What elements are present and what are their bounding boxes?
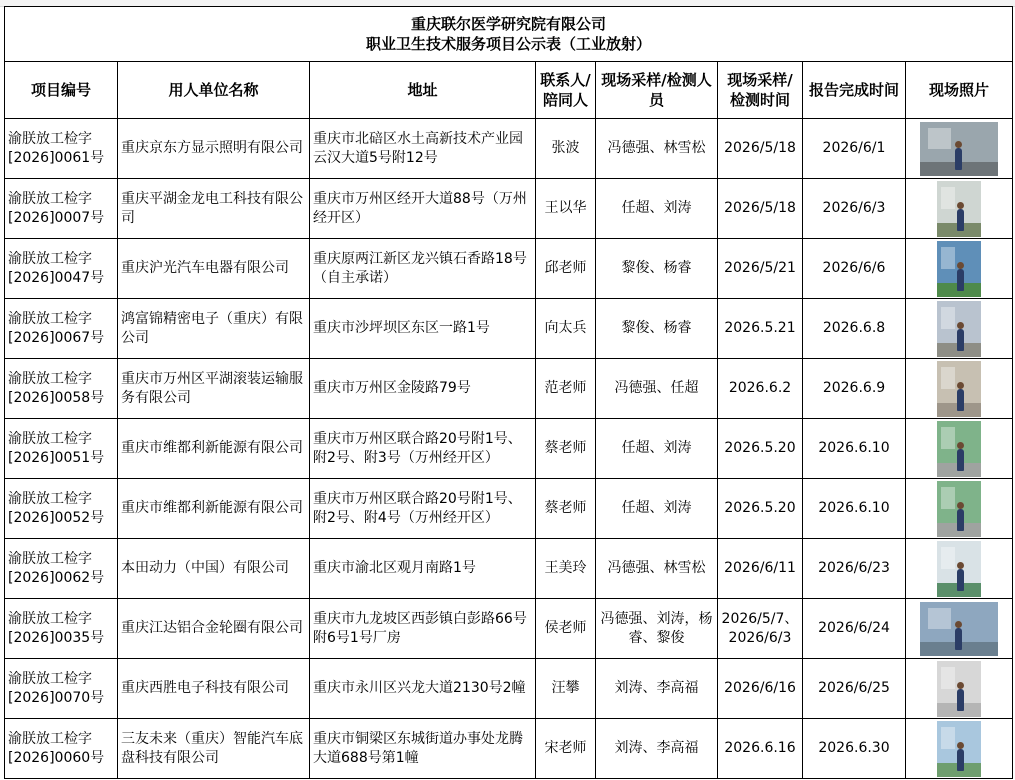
table-row <box>5 539 1013 599</box>
sampling-date: 2026/6/11 <box>718 539 803 599</box>
project-number: 渝朕放工检字[2026]0070号 <box>5 659 118 719</box>
photo-cell <box>906 659 1013 719</box>
report-date: 2026.6.10 <box>803 419 906 479</box>
employer-name: 重庆市维都利新能源有限公司 <box>118 479 310 539</box>
photo-cell <box>906 119 1013 179</box>
contact-person: 王美玲 <box>536 539 596 599</box>
table-row <box>5 419 1013 479</box>
employer-name: 三友未来（重庆）智能汽车底盘科技有限公司 <box>118 719 310 779</box>
announcement-table <box>4 6 1013 779</box>
address: 重庆市万州区联合路20号附1号、附2号、附4号（万州经开区） <box>310 479 536 539</box>
photo-cell <box>906 719 1013 779</box>
table-row <box>5 239 1013 299</box>
project-number: 渝朕放工检字[2026]0007号 <box>5 179 118 239</box>
project-number: 渝朕放工检字[2026]0035号 <box>5 599 118 659</box>
photo-cell <box>906 299 1013 359</box>
contact-person: 向太兵 <box>536 299 596 359</box>
photo-cell <box>906 479 1013 539</box>
sampling-date: 2026/5/18 <box>718 119 803 179</box>
employer-name: 重庆京东方显示照明有限公司 <box>118 119 310 179</box>
sampling-staff: 冯德强、林雪松 <box>596 119 718 179</box>
header-staff: 现场采样/检测人员 <box>596 62 718 119</box>
contact-person: 汪攀 <box>536 659 596 719</box>
table-row <box>5 659 1013 719</box>
photo-cell <box>906 419 1013 479</box>
header-address: 地址 <box>310 62 536 119</box>
photo-cell <box>906 539 1013 599</box>
table-row <box>5 179 1013 239</box>
site-photo[interactable] <box>937 181 981 237</box>
address: 重庆市北碚区水土高新技术产业园云汉大道5号附12号 <box>310 119 536 179</box>
site-photo[interactable] <box>937 721 981 777</box>
address: 重庆市九龙坡区西彭镇白彭路66号附6号1号厂房 <box>310 599 536 659</box>
employer-name: 重庆江达铝合金轮圈有限公司 <box>118 599 310 659</box>
sampling-date: 2026/5/21 <box>718 239 803 299</box>
report-date: 2026.6.9 <box>803 359 906 419</box>
contact-person: 范老师 <box>536 359 596 419</box>
sampling-staff: 刘涛、李高福 <box>596 659 718 719</box>
site-photo[interactable] <box>920 602 998 656</box>
project-number: 渝朕放工检字[2026]0061号 <box>5 119 118 179</box>
sampling-staff: 冯德强、刘涛，杨睿、黎俊 <box>596 599 718 659</box>
contact-person: 侯老师 <box>536 599 596 659</box>
address: 重庆原两江新区龙兴镇石香路18号（自主承诺） <box>310 239 536 299</box>
contact-person: 王以华 <box>536 179 596 239</box>
sampling-staff: 黎俊、杨睿 <box>596 239 718 299</box>
project-number: 渝朕放工检字[2026]0047号 <box>5 239 118 299</box>
employer-name: 重庆沪光汽车电器有限公司 <box>118 239 310 299</box>
project-number: 渝朕放工检字[2026]0067号 <box>5 299 118 359</box>
table-subtitle: 职业卫生技术服务项目公示表（工业放射） <box>366 35 652 53</box>
site-photo[interactable] <box>920 122 998 176</box>
photo-cell <box>906 239 1013 299</box>
site-photo[interactable] <box>937 241 981 297</box>
sampling-staff: 任超、刘涛 <box>596 479 718 539</box>
address: 重庆市万州区经开大道88号（万州经开区） <box>310 179 536 239</box>
project-number: 渝朕放工检字[2026]0058号 <box>5 359 118 419</box>
sampling-staff: 任超、刘涛 <box>596 179 718 239</box>
sampling-staff: 刘涛、李高福 <box>596 719 718 779</box>
site-photo[interactable] <box>937 301 981 357</box>
project-number: 渝朕放工检字[2026]0052号 <box>5 479 118 539</box>
sampling-staff: 黎俊、杨睿 <box>596 299 718 359</box>
project-number: 渝朕放工检字[2026]0051号 <box>5 419 118 479</box>
site-photo[interactable] <box>937 541 981 597</box>
sampling-date: 2026.6.2 <box>718 359 803 419</box>
table-row <box>5 599 1013 659</box>
report-date: 2026.6.30 <box>803 719 906 779</box>
header-unit: 用人单位名称 <box>118 62 310 119</box>
company-name: 重庆联尔医学研究院有限公司 <box>411 15 607 33</box>
report-date: 2026.6.10 <box>803 479 906 539</box>
sampling-date: 2026/5/7、2026/6/3 <box>718 599 803 659</box>
sampling-staff: 冯德强、林雪松 <box>596 539 718 599</box>
site-photo[interactable] <box>937 481 981 537</box>
employer-name: 鸿富锦精密电子（重庆）有限公司 <box>118 299 310 359</box>
table-title <box>5 7 1013 62</box>
header-row <box>5 62 1013 119</box>
photo-cell <box>906 599 1013 659</box>
site-photo[interactable] <box>937 661 981 717</box>
project-number: 渝朕放工检字[2026]0062号 <box>5 539 118 599</box>
sampling-date: 2026.6.16 <box>718 719 803 779</box>
contact-person: 邱老师 <box>536 239 596 299</box>
sampling-date: 2026/5/18 <box>718 179 803 239</box>
photo-cell <box>906 179 1013 239</box>
table-row <box>5 719 1013 779</box>
site-photo[interactable] <box>937 421 981 477</box>
address: 重庆市沙坪坝区东区一路1号 <box>310 299 536 359</box>
report-date: 2026/6/6 <box>803 239 906 299</box>
address: 重庆市万州区金陵路79号 <box>310 359 536 419</box>
contact-person: 蔡老师 <box>536 479 596 539</box>
header-sample-date: 现场采样/检测时间 <box>718 62 803 119</box>
address: 重庆市万州区联合路20号附1号、附2号、附3号（万州经开区） <box>310 419 536 479</box>
photo-cell <box>906 359 1013 419</box>
report-date: 2026/6/23 <box>803 539 906 599</box>
report-date: 2026/6/1 <box>803 119 906 179</box>
employer-name: 重庆市维都利新能源有限公司 <box>118 419 310 479</box>
table-row <box>5 359 1013 419</box>
sampling-staff: 任超、刘涛 <box>596 419 718 479</box>
contact-person: 张波 <box>536 119 596 179</box>
header-photo: 现场照片 <box>906 62 1013 119</box>
address: 重庆市渝北区观月南路1号 <box>310 539 536 599</box>
address: 重庆市铜梁区东城街道办事处龙腾大道688号第1幢 <box>310 719 536 779</box>
sampling-date: 2026.5.21 <box>718 299 803 359</box>
report-date: 2026/6/3 <box>803 179 906 239</box>
sampling-staff: 冯德强、任超 <box>596 359 718 419</box>
sampling-date: 2026.5.20 <box>718 419 803 479</box>
header-contact: 联系人/陪同人 <box>536 62 596 119</box>
report-date: 2026/6/24 <box>803 599 906 659</box>
header-project-no: 项目编号 <box>5 62 118 119</box>
contact-person: 宋老师 <box>536 719 596 779</box>
employer-name: 重庆平湖金龙电工科技有限公司 <box>118 179 310 239</box>
table-row <box>5 119 1013 179</box>
address: 重庆市永川区兴龙大道2130号2幢 <box>310 659 536 719</box>
site-photo[interactable] <box>937 361 981 417</box>
employer-name: 重庆市万州区平湖滚装运输服务有限公司 <box>118 359 310 419</box>
sampling-date: 2026.5.20 <box>718 479 803 539</box>
project-number: 渝朕放工检字[2026]0060号 <box>5 719 118 779</box>
employer-name: 重庆西胜电子科技有限公司 <box>118 659 310 719</box>
contact-person: 蔡老师 <box>536 419 596 479</box>
header-report-date: 报告完成时间 <box>803 62 906 119</box>
report-date: 2026.6.8 <box>803 299 906 359</box>
employer-name: 本田动力（中国）有限公司 <box>118 539 310 599</box>
report-date: 2026/6/25 <box>803 659 906 719</box>
table-row <box>5 479 1013 539</box>
table-row <box>5 299 1013 359</box>
sampling-date: 2026/6/16 <box>718 659 803 719</box>
